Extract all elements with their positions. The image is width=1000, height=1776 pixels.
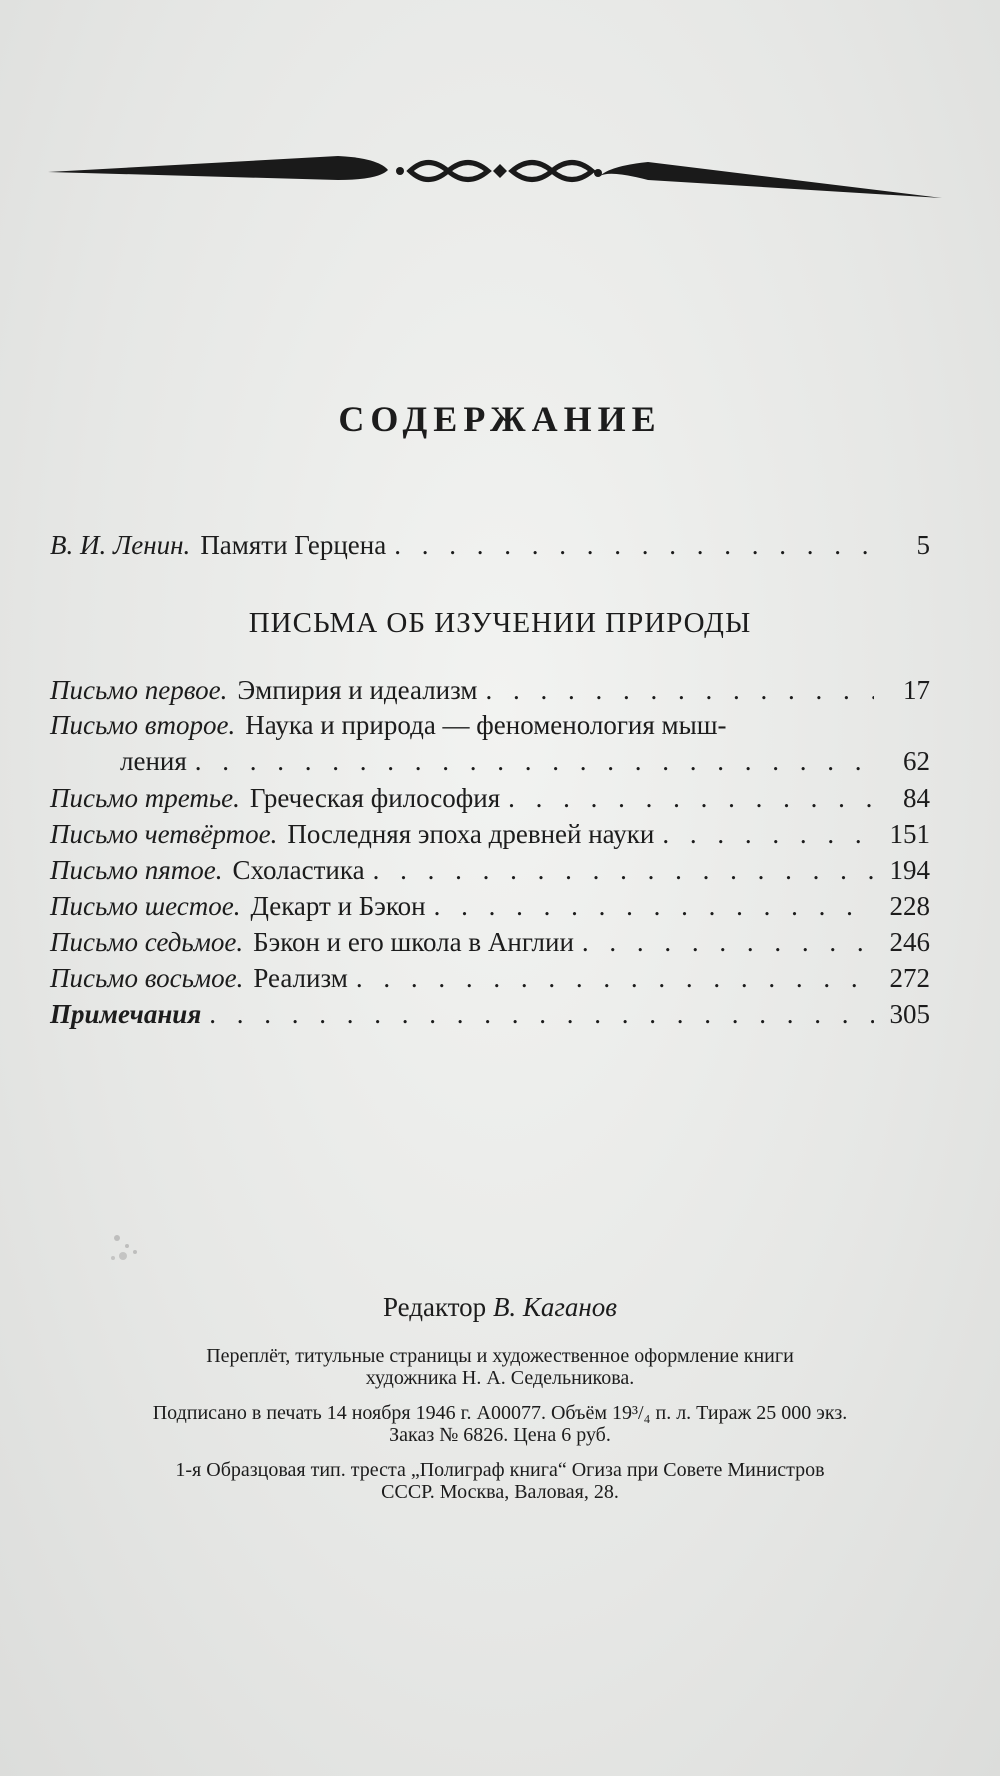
dot-leader (394, 530, 874, 561)
toc-entry-title: Реализм (253, 963, 348, 993)
toc-entry (50, 783, 930, 814)
dot-leader (209, 999, 874, 1030)
dot-leader (508, 783, 874, 814)
toc-entry (50, 855, 930, 886)
dot-leader (582, 927, 874, 958)
toc-entry-page: 62 (903, 746, 930, 776)
toc-entry-title: Памяти Герцена (200, 530, 387, 560)
contents-heading: СОДЕРЖАНИЕ (338, 399, 662, 439)
dot-leader (485, 675, 874, 706)
design-line-2: художника Н. А. Седельникова. (365, 1367, 635, 1389)
ink-stain (105, 1228, 155, 1274)
toc-entry-name: Письмо восьмое. (50, 963, 244, 993)
toc-entry-name: Примечания (50, 999, 202, 1029)
press-line-1: 1-я Образцовая тип. треста „Полиграф книга“ Огиза при Совете Министров (175, 1459, 825, 1481)
toc-entry-page: 228 (889, 891, 930, 921)
toc-entry (50, 927, 930, 958)
toc-entry-title: Наука и природа — феноменология мыш- (245, 710, 727, 740)
toc-entry (50, 710, 930, 741)
dot-leader (195, 746, 874, 777)
toc-entry-page: 194 (889, 855, 930, 885)
toc-entry-notes (50, 999, 930, 1030)
toc-entry-page: 246 (889, 927, 930, 957)
toc-entry-title: Последняя эпоха древней науки (287, 819, 655, 849)
print-line-2: Заказ № 6826. Цена 6 руб. (389, 1424, 611, 1446)
toc-entry-name: Письмо третье. (50, 783, 240, 813)
toc-entry-page: 305 (889, 999, 930, 1029)
toc-entry-name: Письмо второе. (50, 710, 236, 740)
toc-entry-name: Письмо шестое. (50, 891, 241, 921)
toc-entry-page: 17 (903, 675, 930, 705)
design-credit (0, 1345, 1000, 1389)
editor-line (0, 1292, 1000, 1323)
print-line-1: Подписано в печать 14 ноября 1946 г. А00077. Объём 19³/₄ п. л. Тираж 25 000 экз. (152, 1402, 848, 1424)
print-details (0, 1402, 1000, 1446)
toc-entry-name: Письмо пятое. (50, 855, 223, 885)
toc-entry-page: 272 (889, 963, 930, 993)
dot-leader (356, 963, 874, 994)
design-line-1: Переплёт, титульные страницы и художественное оформление книги (206, 1345, 794, 1367)
toc-entry-page: 84 (903, 783, 930, 813)
toc-entry-title: Бэкон и его школа в Англии (253, 927, 574, 957)
press-line-2: СССР. Москва, Валовая, 28. (381, 1481, 619, 1503)
editor-name: В. Каганов (492, 1292, 618, 1322)
section-heading: ПИСЬМА ОБ ИЗУЧЕНИИ ПРИРОДЫ (248, 607, 752, 639)
toc-entry-name: Письмо седьмое. (50, 927, 244, 957)
toc-entry-title-cont: ления (120, 746, 187, 776)
toc-entry-lenin (50, 530, 930, 561)
toc-entry-title: Декарт и Бэкон (250, 891, 426, 921)
editor-label: Редактор (382, 1292, 487, 1322)
toc-entry-title: Эмпирия и идеализм (237, 675, 478, 705)
toc-entry (50, 891, 930, 922)
dot-leader (434, 891, 874, 922)
toc-entry-title: Схоластика (232, 855, 365, 885)
decorative-ornament (48, 140, 942, 212)
dot-leader (662, 819, 874, 850)
toc-entry-name: Письмо четвёртое. (50, 819, 278, 849)
toc-entry (50, 675, 930, 706)
dot-leader (373, 855, 874, 886)
toc-entry-page: 5 (916, 530, 930, 560)
toc-entry-name: Письмо первое. (50, 675, 228, 705)
toc-entry (50, 819, 930, 850)
toc-entry (50, 963, 930, 994)
toc-entry-continuation (120, 746, 930, 777)
press-details (0, 1459, 1000, 1503)
toc-entry-title: Греческая философия (249, 783, 501, 813)
toc-entry-author: В. И. Ленин. (50, 530, 191, 560)
toc-entry-page: 151 (889, 819, 930, 849)
